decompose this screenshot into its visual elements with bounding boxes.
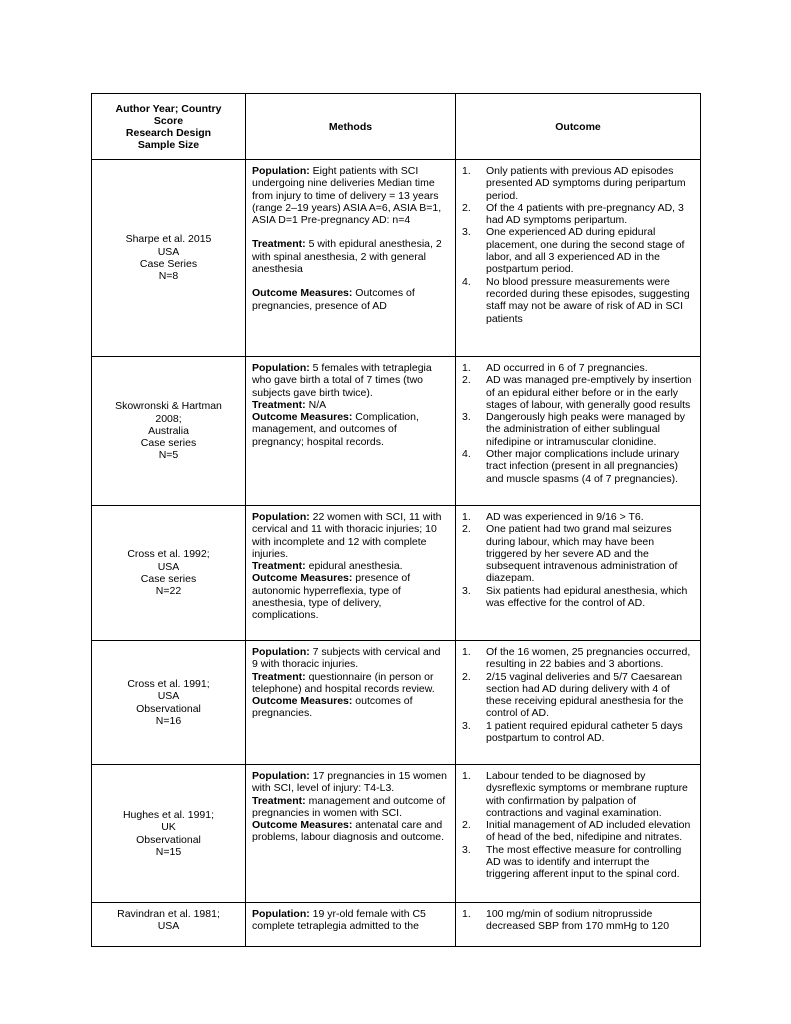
methods-paragraph — [252, 511, 449, 560]
study-line: N=15 — [155, 845, 182, 858]
outcome-list — [462, 770, 692, 881]
outcome-list — [462, 646, 692, 744]
outcome-text: No blood pressure measurements were recorded during these episodes, suggesting staff may not be aware of risk of AD in SCI patients — [486, 275, 690, 325]
study-cell — [92, 765, 246, 903]
outcome-item — [462, 585, 692, 610]
outcome-number: 1. — [462, 646, 471, 658]
methods-paragraph — [252, 770, 449, 795]
methods-text: presence of autonomic hyperreflexia, type of anesthesia, type of delivery, complications. — [252, 572, 411, 622]
methods-label: Outcome Measures: — [252, 695, 353, 708]
methods-label: Treatment: — [252, 794, 306, 807]
methods-text: 7 subjects with cervical and 9 with thoracic injuries. — [252, 646, 441, 671]
outcome-number: 3. — [462, 719, 471, 732]
study-line: Sharpe et al. 2015 — [125, 233, 212, 246]
outcome-number: 3. — [462, 411, 471, 424]
outcome-number: 3. — [462, 584, 471, 597]
study-line: N=22 — [155, 585, 182, 598]
header-outcome: Outcome — [456, 94, 701, 160]
outcome-item — [462, 523, 692, 584]
methods-paragraph — [252, 362, 449, 399]
methods-label: Treatment: — [252, 398, 306, 411]
header-sample-size: Sample Size — [137, 138, 200, 151]
study-line: USA — [157, 920, 180, 933]
outcome-item — [462, 908, 692, 933]
methods-paragraph — [252, 795, 449, 820]
study-cell — [92, 641, 246, 765]
methods-cell — [246, 357, 456, 506]
outcome-text: 2/15 vaginal deliveries and 5/7 Caesarean section had AD during delivery with 4 of these receiving epidural anesthesia for the control of AD. — [486, 670, 684, 720]
study-line: Case Series — [139, 258, 198, 270]
study-line: USA — [157, 560, 180, 573]
header-author-year-country: Author Year; Country — [115, 102, 222, 115]
outcome-text: Initial management of AD included elevation of head of the bed, nifedipine and nitrates. — [486, 819, 691, 844]
methods-label: Population: — [252, 770, 310, 782]
outcome-item — [462, 276, 692, 325]
outcome-list — [462, 165, 692, 325]
study-cell — [92, 903, 246, 947]
outcome-number: 1. — [462, 362, 471, 374]
methods-paragraph — [252, 165, 449, 226]
study-line: Ravindran et al. 1981; — [117, 908, 220, 920]
outcome-text: Dangerously high peaks were managed by the administration of either sublingual nifedipine or intramuscular clonidine. — [486, 411, 686, 448]
methods-text: 19 yr-old female with C5 complete tetraplegia admitted to the — [252, 908, 426, 933]
study-cell — [92, 506, 246, 641]
table-row — [92, 160, 701, 357]
outcome-list — [462, 511, 692, 609]
outcome-item — [462, 411, 692, 448]
outcome-number: 3. — [462, 843, 471, 856]
outcome-item — [462, 511, 692, 523]
outcome-list — [462, 362, 692, 485]
outcome-number: 1. — [462, 165, 471, 177]
study-cell — [92, 357, 246, 506]
outcome-item — [462, 374, 692, 411]
methods-text: 17 pregnancies in 15 women with SCI, level of injury: T4-L3. — [252, 770, 447, 795]
study-line: USA — [157, 690, 180, 703]
header-research-design: Research Design — [125, 126, 212, 139]
methods-paragraph — [252, 411, 449, 448]
study-cell — [92, 160, 246, 357]
study-line: Observational — [136, 702, 201, 715]
methods-paragraph — [252, 238, 449, 275]
methods-text: outcomes of pregnancies. — [252, 695, 413, 720]
methods-paragraph — [252, 572, 449, 621]
methods-cell — [246, 506, 456, 641]
outcome-number: 2. — [462, 819, 471, 832]
methods-label: Population: — [252, 165, 310, 177]
outcome-number: 1. — [462, 770, 471, 782]
outcome-number: 2. — [462, 201, 471, 214]
study-line: N=8 — [158, 270, 179, 283]
study-line: Case series — [140, 573, 197, 585]
methods-text: Outcomes of pregnancies, presence of AD — [252, 287, 415, 312]
study-line: Hughes et al. 1991; — [122, 808, 215, 821]
outcome-text: Labour tended to be diagnosed by dysreflexic symptoms or membrane rupture with confirmation by palpation of contractions and vaginal examination. — [486, 770, 688, 819]
methods-label: Population: — [252, 908, 310, 920]
methods-label: Population: — [252, 511, 310, 523]
outcome-number: 2. — [462, 374, 471, 387]
outcome-number: 4. — [462, 275, 471, 288]
table-row — [92, 903, 701, 947]
methods-paragraph — [252, 695, 449, 720]
study-line: N=5 — [158, 449, 179, 462]
outcome-number: 3. — [462, 226, 471, 239]
methods-paragraph — [252, 560, 449, 572]
methods-label: Treatment: — [252, 670, 306, 683]
table-row — [92, 765, 701, 903]
study-line: Cross et al. 1991; — [127, 677, 210, 690]
outcome-cell — [456, 903, 701, 947]
methods-text: Eight patients with SCI undergoing nine deliveries Median time from injury to time of delivery = 13 years (range 2–19 years) ASIA A=6, ASIA B=1, ASIA D=1 Pre-pregnancy AD: n=4 — [252, 165, 442, 227]
methods-label: Outcome Measures: — [252, 819, 353, 832]
outcome-text: One patient had two grand mal seizures during labour, which may have been triggered by her severe AD and the subsequent intravenous administration of diazepam. — [486, 523, 678, 585]
outcome-text: Six patients had epidural anesthesia, which was effective for the control of AD. — [486, 584, 688, 610]
outcome-item — [462, 844, 692, 881]
study-line: Skowronski & Hartman — [115, 400, 222, 413]
study-line: N=16 — [155, 714, 182, 727]
methods-paragraph — [252, 646, 449, 671]
outcome-text: Of the 4 patients with pre-pregnancy AD, 3 had AD symptoms peripartum. — [486, 201, 684, 227]
table-row — [92, 506, 701, 641]
study-line: USA — [157, 245, 180, 258]
methods-cell — [246, 641, 456, 765]
outcome-text: Only patients with previous AD episodes presented AD symptoms during peripartum period. — [486, 165, 686, 202]
methods-label: Outcome Measures: — [252, 411, 353, 424]
outcome-cell — [456, 641, 701, 765]
table-row — [92, 641, 701, 765]
table-row — [92, 357, 701, 506]
methods-text: 5 with epidural anesthesia, 2 with spinal anesthesia, 2 with general anesthesia — [252, 238, 442, 276]
outcome-text: 100 mg/min of sodium nitroprusside decreased SBP from 170 mmHg to 120 — [486, 908, 670, 933]
outcome-number: 2. — [462, 523, 471, 536]
study-line: 2008; — [155, 412, 182, 425]
outcome-number: 1. — [462, 908, 471, 920]
study-line: Cross et al. 1992; — [127, 548, 210, 561]
outcome-cell — [456, 765, 701, 903]
outcome-item — [462, 226, 692, 275]
study-line: Observational — [136, 833, 201, 846]
study-line: UK — [161, 821, 176, 834]
outcome-item — [462, 770, 692, 819]
outcome-text: AD was experienced in 9/16 > T6. — [486, 511, 644, 523]
methods-text: 22 women with SCI, 11 with cervical and 11 with thoracic injuries; 10 with incomplete and 12 with complete injuries. — [252, 511, 442, 560]
outcome-cell — [456, 506, 701, 641]
outcome-text: AD occurred in 6 of 7 pregnancies. — [486, 362, 648, 374]
outcome-item — [462, 202, 692, 227]
methods-text: questionnaire (in person or telephone) and hospital records review. — [252, 670, 435, 695]
outcome-list — [462, 908, 692, 933]
outcome-cell — [456, 160, 701, 357]
outcome-number: 1. — [462, 511, 471, 523]
header-study — [92, 94, 246, 160]
methods-paragraph — [252, 908, 449, 933]
methods-text: Complication, management, and outcomes of pregnancy; hospital records. — [252, 411, 419, 448]
study-line: Case series — [140, 437, 197, 450]
outcome-text: 1 patient required epidural catheter 5 days postpartum to control AD. — [486, 719, 683, 745]
methods-text: N/A — [305, 398, 327, 411]
header-row — [92, 94, 701, 160]
methods-cell — [246, 903, 456, 947]
evidence-table — [91, 93, 701, 947]
methods-label: Population: — [252, 646, 310, 658]
methods-paragraph — [252, 287, 449, 312]
study-line: Australia — [148, 424, 189, 437]
outcome-item — [462, 448, 692, 485]
methods-paragraph — [252, 671, 449, 696]
outcome-item — [462, 720, 692, 745]
methods-label: Treatment: — [252, 238, 306, 251]
outcome-item — [462, 671, 692, 720]
methods-label: Treatment: — [252, 560, 306, 573]
outcome-item — [462, 646, 692, 671]
methods-text: 5 females with tetraplegia who gave birth a total of 7 times (two subjects gave birth twice). — [252, 362, 432, 399]
methods-text: management and outcome of pregnancies in women with SCI. — [252, 794, 446, 819]
outcome-number: 4. — [462, 448, 471, 461]
methods-label: Population: — [252, 362, 310, 374]
methods-cell — [246, 160, 456, 357]
outcome-item — [462, 165, 692, 202]
outcome-number: 2. — [462, 670, 471, 683]
methods-cell — [246, 765, 456, 903]
methods-label: Outcome Measures: — [252, 287, 353, 300]
outcome-text: Of the 16 women, 25 pregnancies occurred, resulting in 22 babies and 3 abortions. — [486, 646, 691, 671]
outcome-text: Other major complications include urinary tract infection (present in all pregnancies) and muscle spasms (4 of 7 pregnancies). — [486, 448, 680, 485]
outcome-text: The most effective measure for controlling AD was to identify and interrupt the triggering afferent input to the spinal cord. — [486, 843, 682, 881]
outcome-item — [462, 362, 692, 374]
methods-text: antenatal care and problems, labour diagnosis and outcome. — [252, 819, 445, 844]
outcome-text: One experienced AD during epidural placement, one during the second stage of labor, and all 3 experienced AD in the postpartum period. — [486, 226, 685, 276]
methods-label: Outcome Measures: — [252, 572, 353, 585]
methods-text: epidural anesthesia. — [305, 560, 403, 573]
outcome-text: AD was managed pre-emptively by insertion of an epidural either before or in the early stages of labour, with generally good results — [486, 374, 692, 411]
outcome-item — [462, 819, 692, 844]
methods-paragraph — [252, 819, 449, 844]
header-methods: Methods — [246, 94, 456, 160]
outcome-cell — [456, 357, 701, 506]
methods-paragraph — [252, 399, 449, 411]
header-score: Score — [153, 114, 184, 127]
